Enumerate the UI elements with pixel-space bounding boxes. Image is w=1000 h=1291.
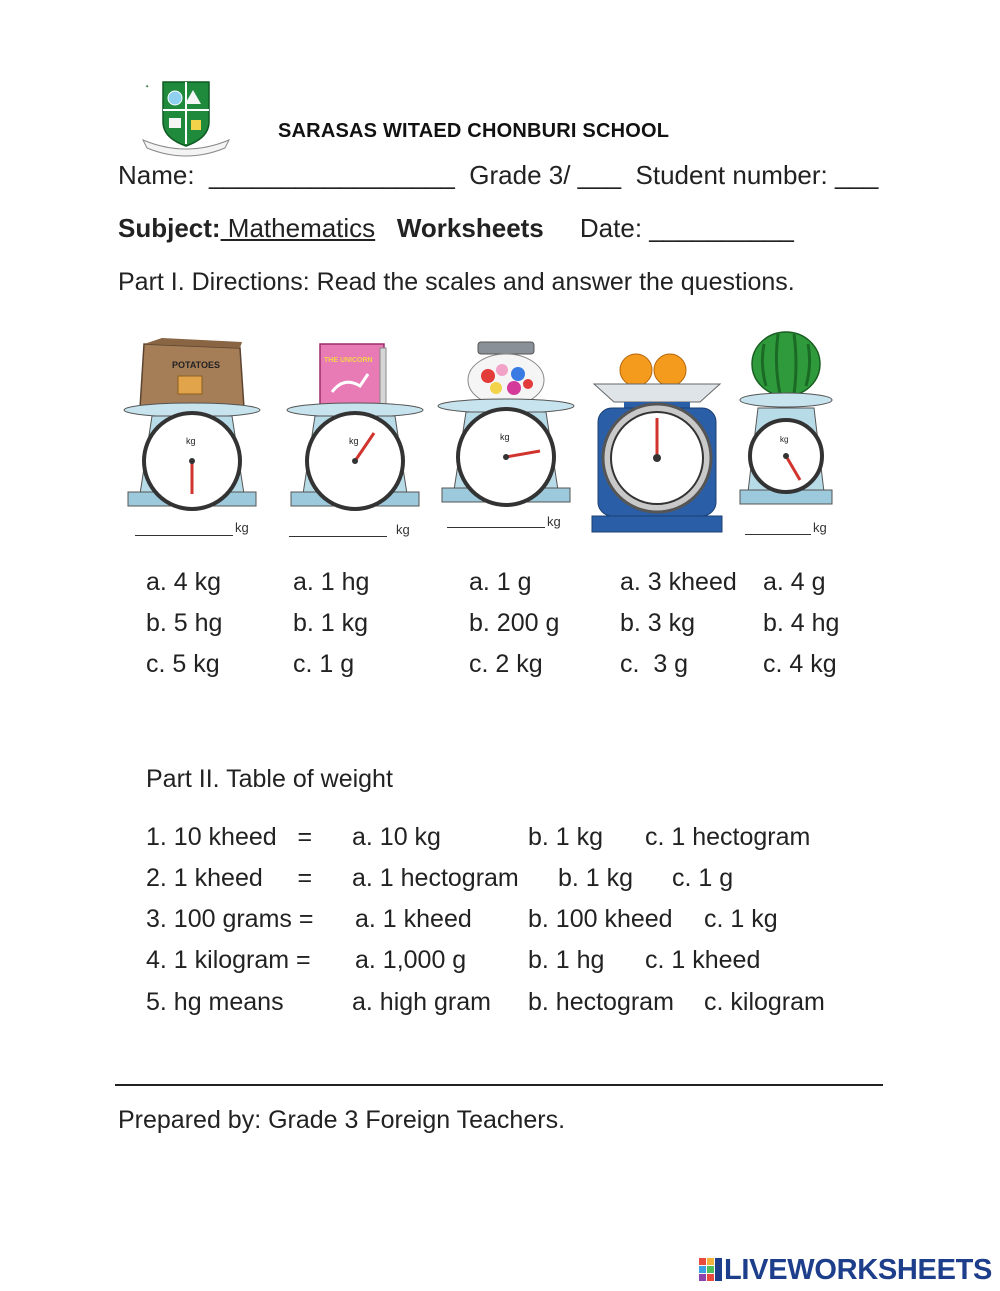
question-5-option-a[interactable]: a. high gram <box>352 988 491 1016</box>
question-5-option-b[interactable]: b. hectogram <box>528 988 674 1016</box>
liveworksheets-logo-icon <box>698 1257 724 1283</box>
option-1a[interactable]: a. 4 kg <box>146 568 222 596</box>
question-2-option-a[interactable]: a. 1 hectogram <box>352 864 519 892</box>
question-3-text: 3. 100 grams = <box>146 905 314 933</box>
unit-label-1: kg <box>235 520 249 535</box>
unit-label-3: kg <box>547 514 561 529</box>
liveworksheets-wordmark: LIVEWORKSHEETS <box>724 1253 993 1286</box>
svg-text:kg: kg <box>349 436 359 446</box>
option-4a[interactable]: a. 3 kheed <box>620 568 737 596</box>
question-4-option-b[interactable]: b. 1 hg <box>528 946 605 974</box>
option-3c[interactable]: c. 2 kg <box>469 650 543 678</box>
answer-blank-5[interactable] <box>745 534 811 535</box>
book-title: THE UNICORN <box>324 357 373 364</box>
subject-line <box>118 213 794 244</box>
scale-watermelon <box>738 330 836 510</box>
option-2c[interactable]: c. 1 g <box>293 650 355 678</box>
question-5-option-c[interactable]: c. kilogram <box>704 988 825 1016</box>
question-3-option-b[interactable]: b. 100 kheed <box>528 905 673 933</box>
scale-unicorn-book <box>284 336 426 514</box>
svg-text:kg: kg <box>780 435 789 444</box>
liveworksheets-brand[interactable] <box>698 1252 992 1288</box>
option-4b[interactable]: b. 3 kg <box>620 609 696 637</box>
option-3a[interactable]: a. 1 g <box>469 568 532 596</box>
footer-divider <box>115 1084 883 1086</box>
question-1-option-a[interactable]: a. 10 kg <box>352 823 441 851</box>
date-field: Date: __________ <box>579 213 794 243</box>
part1-directions: Part I. Directions: Read the scales and answer the questions. <box>118 268 795 296</box>
potatoes-bag-label: POTATOES <box>172 360 221 370</box>
question-1-option-c[interactable]: c. 1 hectogram <box>645 823 811 851</box>
scale-potatoes <box>122 336 262 514</box>
option-5a[interactable]: a. 4 g <box>763 568 826 596</box>
svg-text:✦: ✦ <box>145 84 150 90</box>
question-4-text: 4. 1 kilogram = <box>146 946 311 974</box>
question-2-text: 2. 1 kheed = <box>146 864 313 892</box>
scale-oranges <box>590 350 724 534</box>
question-5-text: 5. hg means <box>146 988 284 1016</box>
question-3-option-c[interactable]: c. 1 kg <box>704 905 778 933</box>
worksheets-label: Worksheets <box>396 213 544 243</box>
prepared-by: Prepared by: Grade 3 Foreign Teachers. <box>118 1106 566 1134</box>
unit-label-2: kg <box>396 522 410 537</box>
option-3b[interactable]: b. 200 g <box>469 609 560 637</box>
part2-title: Part II. Table of weight <box>146 765 393 793</box>
question-2-option-b[interactable]: b. 1 kg <box>558 864 634 892</box>
school-name: SARASAS WITAED CHONBURI SCHOOL <box>278 120 670 142</box>
option-4c[interactable]: c. 3 g <box>620 650 689 678</box>
answer-blank-2[interactable] <box>289 536 387 537</box>
option-2b[interactable]: b. 1 kg <box>293 609 369 637</box>
option-5c[interactable]: c. 4 kg <box>763 650 837 678</box>
svg-text:kg: kg <box>500 432 510 442</box>
unit-label-5: kg <box>813 520 827 535</box>
option-1c[interactable]: c. 5 kg <box>146 650 220 678</box>
question-2-option-c[interactable]: c. 1 g <box>672 864 734 892</box>
dial-label: kg <box>186 436 196 446</box>
name-grade-number-line: Name: _________________ Grade 3/ ___ Student number: ___ <box>118 160 879 190</box>
question-4-option-c[interactable]: c. 1 kheed <box>645 946 761 974</box>
question-3-option-a[interactable]: a. 1 kheed <box>355 905 472 933</box>
option-5b[interactable]: b. 4 hg <box>763 609 840 637</box>
subject-value: Mathematics <box>220 213 376 243</box>
option-1b[interactable]: b. 5 hg <box>146 609 223 637</box>
scale-candy-jar <box>436 340 578 508</box>
question-1-option-b[interactable]: b. 1 kg <box>528 823 604 851</box>
school-crest-logo <box>135 78 237 158</box>
subject-label: Subject: <box>118 213 221 243</box>
answer-blank-1[interactable] <box>135 535 233 536</box>
question-1-text: 1. 10 kheed = <box>146 823 313 851</box>
question-4-option-a[interactable]: a. 1,000 g <box>355 946 467 974</box>
option-2a[interactable]: a. 1 hg <box>293 568 370 596</box>
answer-blank-3[interactable] <box>447 527 545 528</box>
